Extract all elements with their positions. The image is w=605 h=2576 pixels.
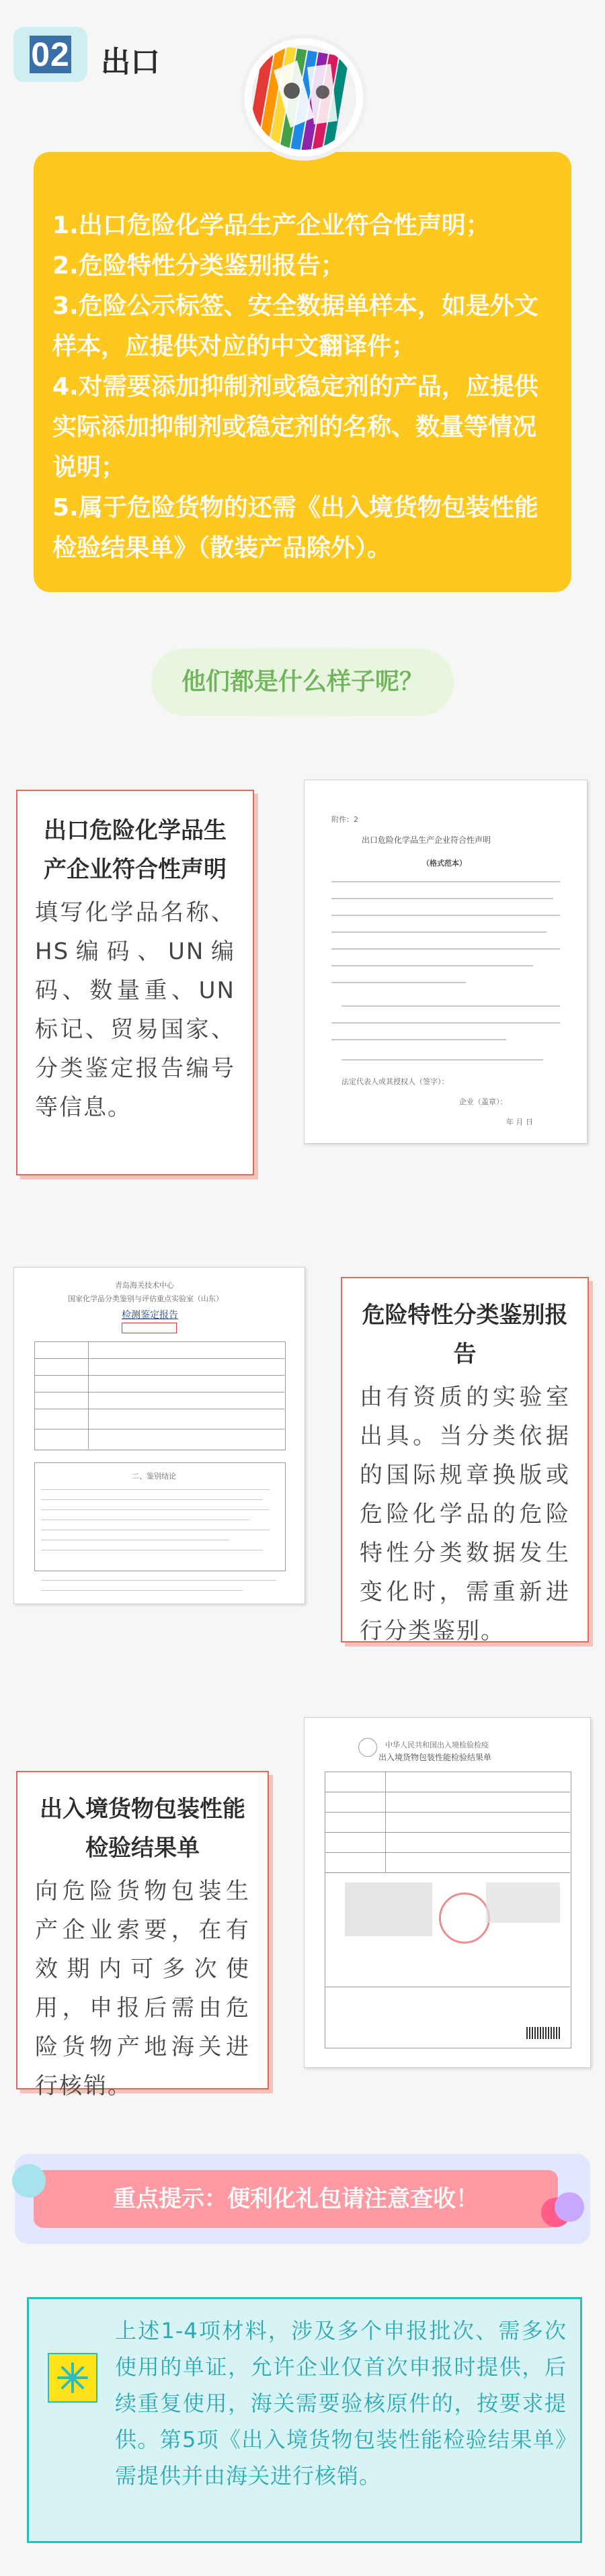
card-body: 向危险货物包装生产企业索要，在有效期内可多次使用，申报后需由危险货物产地海关进行核销。: [35, 1878, 250, 2100]
question-pill: [151, 649, 454, 716]
doc-subtitle: （格式范本）: [422, 859, 467, 868]
doc-date: 年 月 日: [506, 1118, 533, 1126]
requirements-list: [52, 206, 558, 569]
section-number: 02: [31, 36, 70, 73]
cert-title: 出入境货物包装性能检验结果单: [378, 1753, 492, 1762]
requirement-item: 4.对需要添加抑制剂或稳定剂的产品，应提供实际添加抑制剂或稳定剂的名称、数量等情况说明；: [52, 373, 538, 481]
decor-bubble: [555, 2192, 584, 2222]
requirement-item: 5.属于危险货物的还需《出入境货物包装性能检验结果单》（散装产品除外）。: [52, 494, 538, 562]
doc-signature: 法定代表人或其授权人（签字）：: [341, 1077, 449, 1086]
card-body: 填写化学品名称、HS编码、UN编码、数量重、UN标记、贸易国家、分类鉴定报告编号等信息。: [35, 899, 235, 1121]
cert-country: 中华人民共和国出入境检验检疫: [385, 1741, 489, 1749]
requirement-item: 2.危险特性分类鉴别报告；: [52, 252, 345, 280]
card-title: 危险特性分类鉴别报告: [362, 1302, 568, 1368]
reminder-text: 重点提示：便利化礼包请注意查收！: [113, 2186, 479, 2212]
note-text: 上述1-4项材料，涉及多个申报批次、需多次使用的单证，允许企业仅首次申报时提供，后续重复使用，海关需要验核原件的，按要求提供。第5项《出入境货物包装性能检验结果单》需提供并由海关进行核销。: [115, 2318, 567, 2489]
certificate-document-image: [304, 1717, 591, 2068]
requirements-box: [34, 152, 571, 592]
section-title: 出口: [101, 45, 160, 79]
card-title: 出口危险化学品生产企业符合性声明: [44, 817, 227, 883]
decorative-image: [250, 44, 358, 151]
reminder-banner: [34, 2170, 558, 2228]
report-conclusion-title: 二、鉴别结论: [132, 1472, 176, 1481]
report-org: 青岛海关技术中心: [115, 1281, 174, 1290]
doc-seal: 企业（盖章）：: [459, 1097, 508, 1106]
report-document-image: [13, 1267, 305, 1604]
decor-bubble: [12, 2164, 46, 2198]
requirement-item: 1.出口危险化学品生产企业符合性声明；: [52, 212, 490, 239]
report-title: 检测鉴定报告: [122, 1310, 178, 1321]
card-body: 由有资质的实验室出具。当分类依据的国际规章换版或危险化学品的危险特性分类数据发生变化时，需重新进行分类鉴别。: [360, 1384, 570, 1645]
declaration-document-image: [304, 780, 588, 1144]
certificate-card: [16, 1771, 269, 2100]
requirement-item: 3.危险公示标签、安全数据单样本，如是外文样本，应提供对应的中文翻译件；: [52, 292, 538, 360]
doc-title: 出口危险化学品生产企业符合性声明: [362, 835, 491, 845]
card-title: 出入境货物包装性能检验结果单: [40, 1796, 245, 1862]
question-text: 他们都是什么样子呢？: [181, 668, 424, 696]
section-number-badge: [13, 27, 87, 82]
doc-attachment: 附件：2: [331, 815, 358, 824]
star-icon: [48, 2353, 97, 2403]
report-card: [341, 1277, 589, 1643]
declaration-card: [16, 790, 254, 1175]
note-box: [27, 2297, 582, 2543]
report-lab: 国家化学品分类鉴别与评估重点实验室（山东）: [68, 1294, 223, 1303]
